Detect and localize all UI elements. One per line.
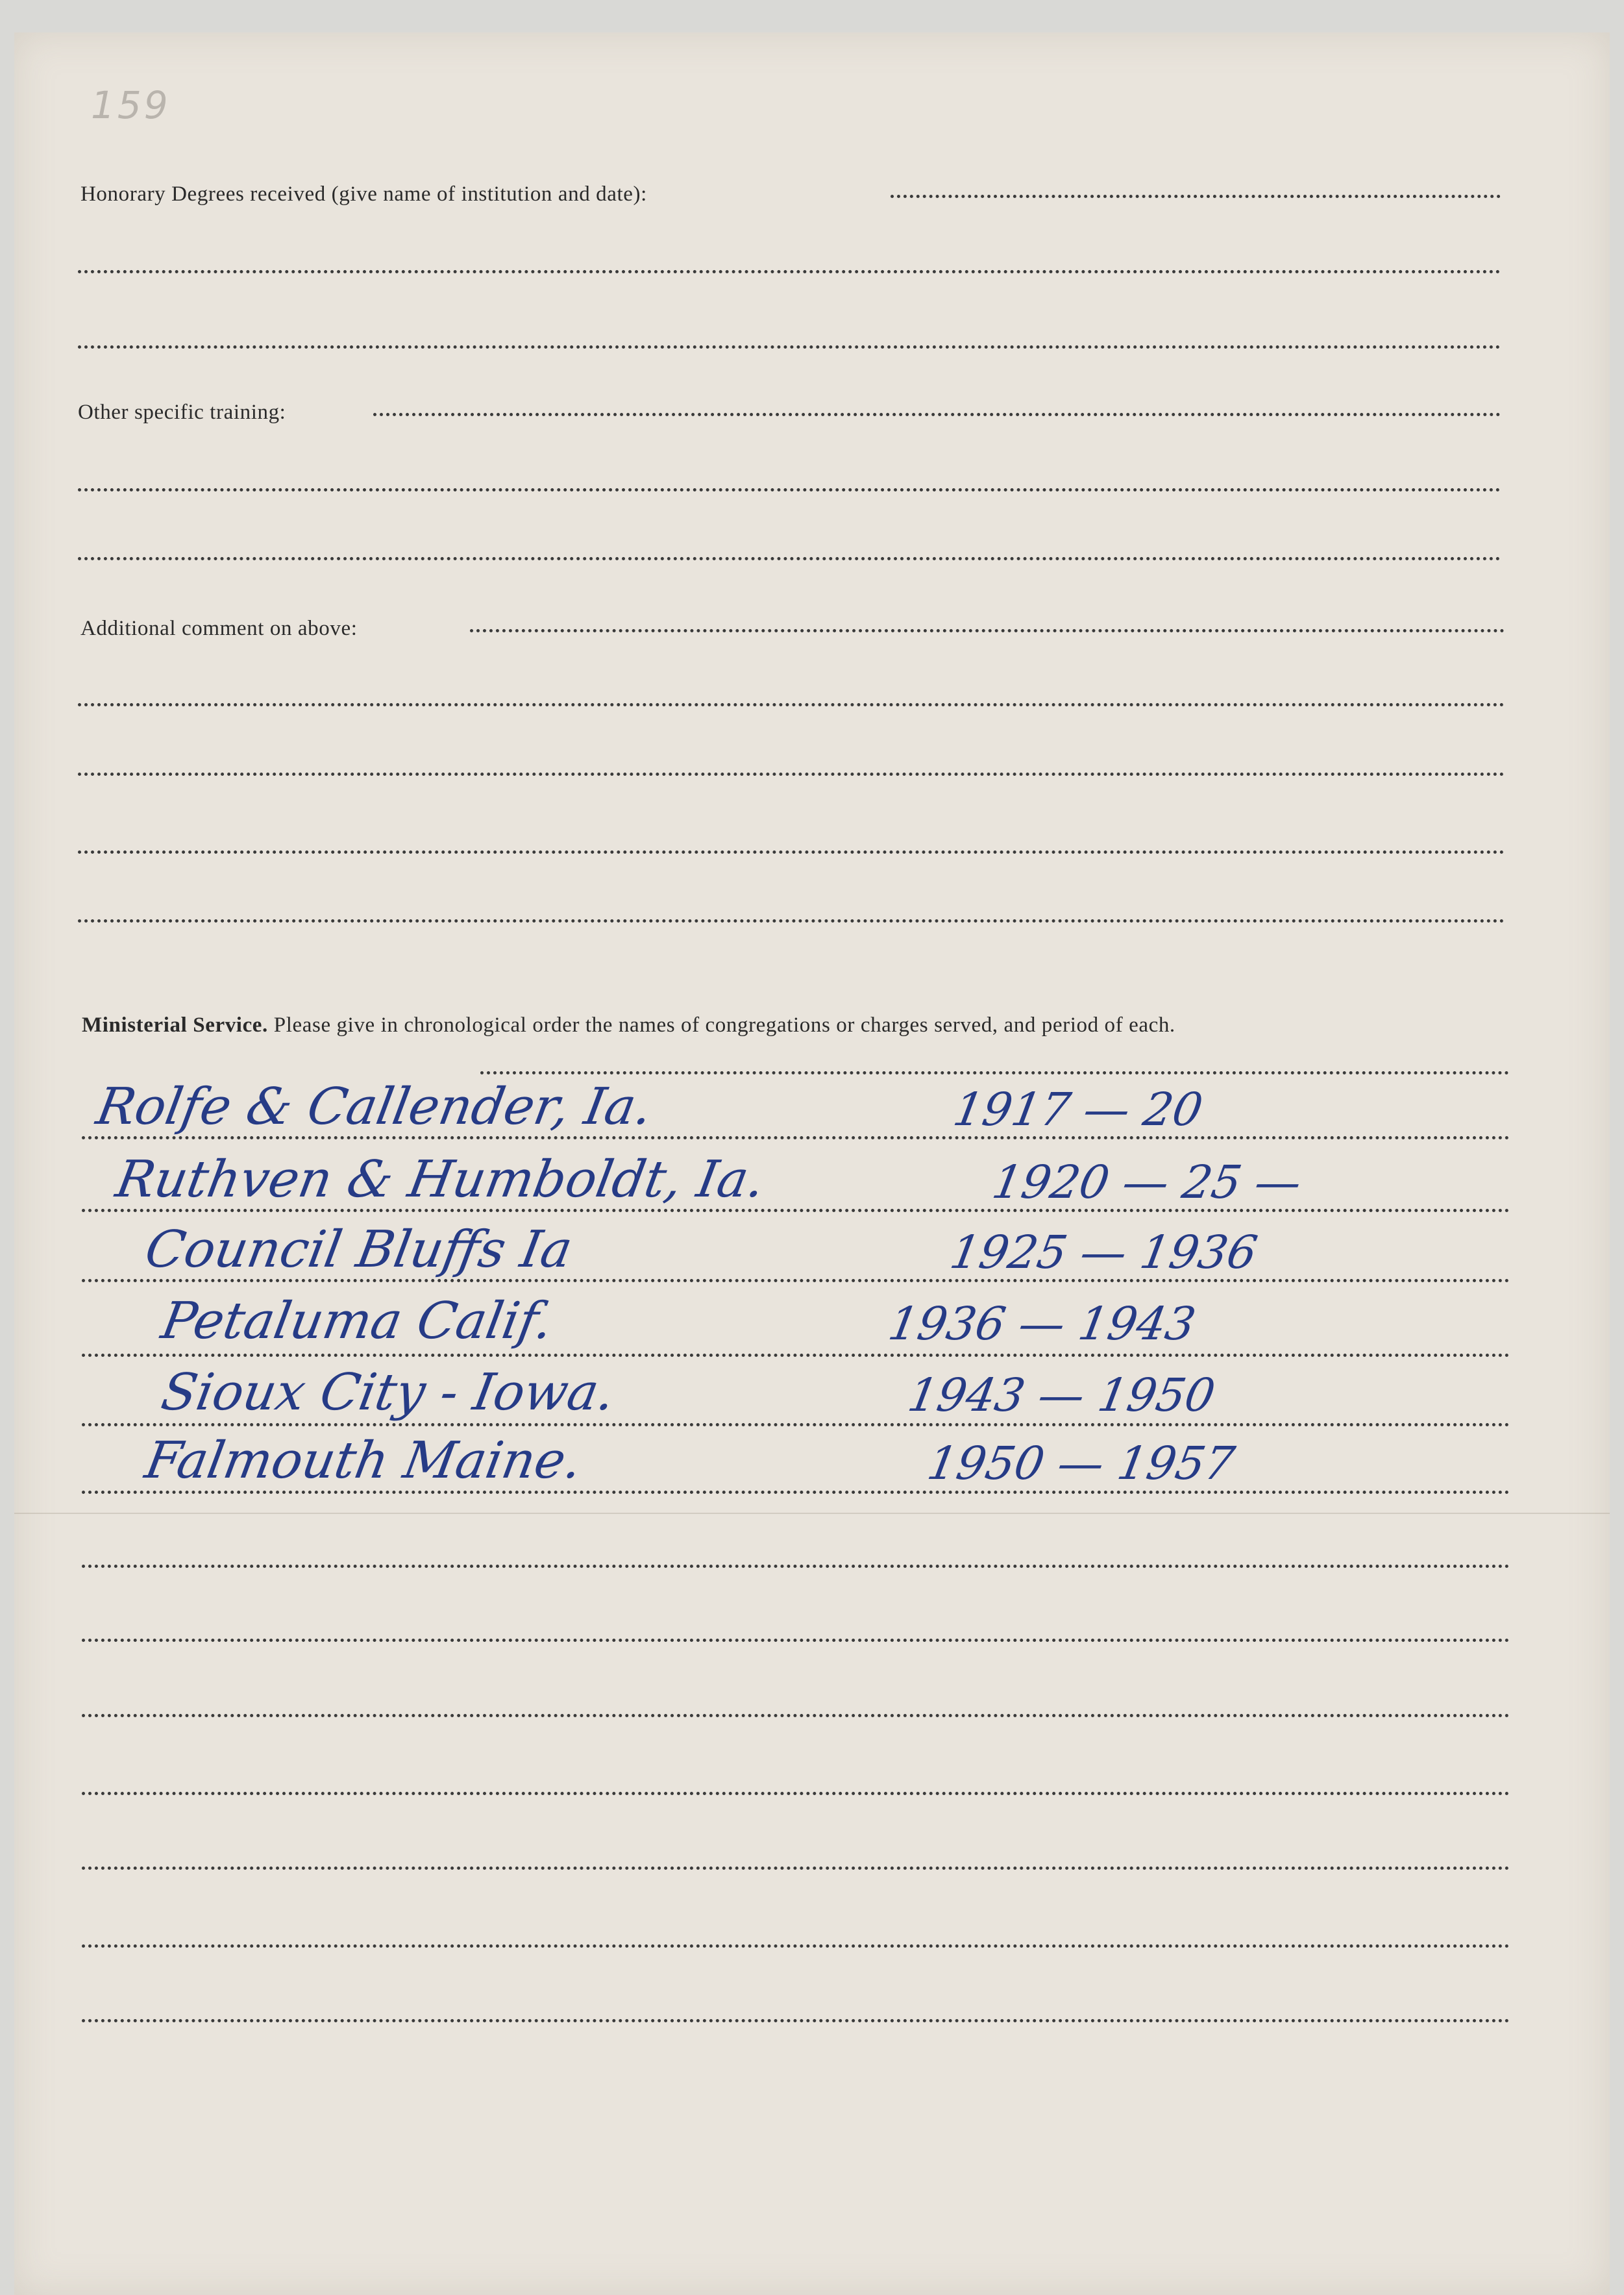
handwritten-period: 1920 — 25 — (988, 1156, 1306, 1209)
handwritten-period: 1950 — 1957 (923, 1437, 1239, 1490)
additional-comment-field[interactable] (78, 703, 1505, 706)
ministerial-service-instruction (82, 1000, 1510, 1050)
ministerial-service-line[interactable] (82, 1423, 1510, 1426)
paper-fold (14, 1513, 1610, 1514)
honorary-degrees-label: Honorary Degrees received (give name of institution and date): (80, 182, 647, 206)
ministerial-service-line[interactable] (82, 1354, 1510, 1357)
page-number: 159 (91, 83, 171, 127)
ministerial-service-line[interactable] (82, 2019, 1510, 2022)
other-training-field[interactable] (78, 557, 1501, 560)
other-training-label: Other specific training: (78, 401, 286, 424)
handwritten-congregation: Falmouth Maine. (141, 1432, 587, 1490)
ministerial-service-line[interactable] (82, 1565, 1510, 1568)
additional-comment-label: Additional comment on above: (80, 617, 358, 640)
ministerial-service-line[interactable] (82, 1491, 1510, 1494)
handwritten-congregation: Sioux City - Iowa. (157, 1363, 620, 1422)
ministerial-service-heading: Ministerial Service. (82, 1013, 268, 1037)
handwritten-period: 1943 — 1950 (904, 1369, 1220, 1422)
ministerial-service-line[interactable] (82, 1279, 1510, 1282)
ministerial-service-field[interactable] (480, 1071, 1509, 1074)
ministerial-service-text: Please give in chronological order the names of congregations or charges served, and period of each. (273, 1013, 1175, 1037)
additional-comment-field[interactable] (78, 773, 1505, 776)
other-training-field[interactable] (78, 488, 1501, 491)
handwritten-period: 1936 — 1943 (884, 1297, 1200, 1350)
handwritten-congregation: Petaluma Calif. (157, 1292, 558, 1350)
handwritten-congregation: Ruthven & Humboldt, Ia. (112, 1150, 769, 1209)
ministerial-service-line[interactable] (82, 1639, 1510, 1642)
ministerial-service-line[interactable] (82, 1792, 1510, 1795)
ministerial-service-line[interactable] (82, 1714, 1510, 1717)
additional-comment-field[interactable] (78, 850, 1505, 854)
handwritten-congregation: Rolfe & Callender, Ia. (92, 1078, 657, 1136)
honorary-degrees-field[interactable] (78, 270, 1501, 273)
honorary-degrees-field[interactable] (891, 195, 1501, 198)
honorary-degrees-field[interactable] (78, 345, 1501, 349)
other-training-field[interactable] (373, 413, 1501, 416)
ministerial-service-line[interactable] (82, 1136, 1510, 1139)
additional-comment-field[interactable] (78, 919, 1505, 923)
ministerial-service-line[interactable] (82, 1867, 1510, 1870)
handwritten-congregation: Council Bluffs Ia (141, 1221, 577, 1279)
handwritten-period: 1925 — 1936 (946, 1226, 1262, 1279)
additional-comment-field[interactable] (470, 629, 1505, 632)
ministerial-service-line[interactable] (82, 1209, 1510, 1212)
ministerial-service-line[interactable] (82, 1944, 1510, 1948)
handwritten-period: 1917 — 20 (949, 1083, 1207, 1136)
